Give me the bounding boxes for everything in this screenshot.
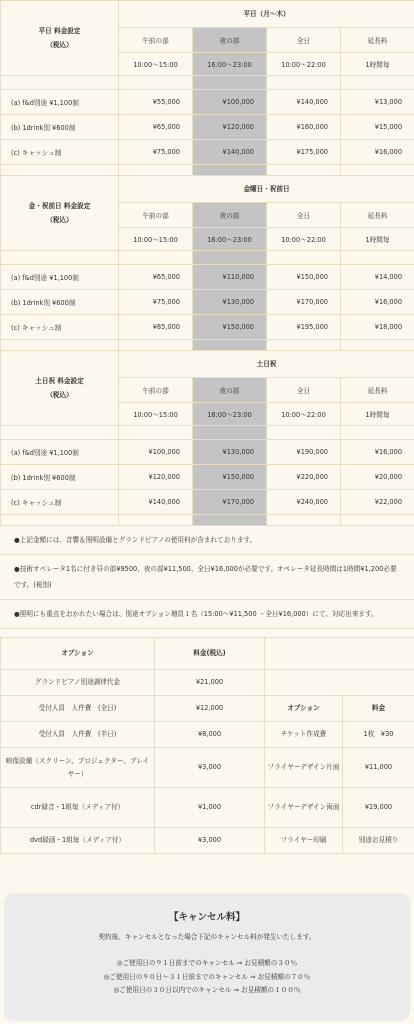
table-row xyxy=(1,265,414,290)
section-title: 金曜日・祝前日 xyxy=(119,176,414,203)
column-header: 午前の部 xyxy=(119,203,193,228)
price-cell: ¥65,000 xyxy=(119,115,193,140)
spacer-cell xyxy=(267,426,341,440)
spacer-cell xyxy=(193,76,267,90)
note-item: ●照明にも重点をおかれたい場合は、別途オプション増員１名（15:00〜¥11,500 ・全日¥16,000）にて、対応出来ます。 xyxy=(14,610,378,618)
price-header-2: 料金 xyxy=(343,696,414,722)
column-header: 夜の部 xyxy=(193,203,267,228)
spacer-cell xyxy=(119,165,193,176)
price-cell: ¥20,000 xyxy=(341,465,414,490)
rate-plan-name: (c) キャッシュ制 xyxy=(1,315,119,340)
price-cell: ¥100,000 xyxy=(193,90,267,115)
price-header: 料金(税込) xyxy=(155,638,265,670)
time-cell: 1時間毎 xyxy=(341,228,414,251)
section-title: 平日（月〜木） xyxy=(119,1,414,28)
column-header: 午前の部 xyxy=(119,28,193,53)
cancellation-box xyxy=(4,893,410,1021)
empty-cell xyxy=(265,670,414,696)
spacer-cell xyxy=(267,165,341,176)
price-cell: ¥220,000 xyxy=(267,465,341,490)
notes xyxy=(0,526,414,629)
option-name-2: フライヤーデザイン両面 xyxy=(265,788,343,828)
table-row xyxy=(1,90,414,115)
column-header: 夜の部 xyxy=(193,28,267,53)
rate-plan-name: (c) キャッシュ制 xyxy=(1,490,119,515)
spacer-cell xyxy=(119,340,193,351)
table-row xyxy=(1,440,414,465)
price-cell: ¥55,000 xyxy=(119,90,193,115)
price-cell: ¥150,000 xyxy=(267,265,341,290)
price-cell: ¥150,000 xyxy=(193,465,267,490)
spacer-cell xyxy=(1,165,119,176)
table-row xyxy=(1,315,414,340)
price-cell: ¥75,000 xyxy=(119,290,193,315)
section-label: 平日 料金設定 （税込） xyxy=(1,1,119,76)
price-cell: ¥150,000 xyxy=(193,315,267,340)
price-cell: ¥175,000 xyxy=(267,140,341,165)
time-cell: 10:00〜15:00 xyxy=(119,403,193,426)
cancellation-line: ◎ご使用日の９１日前までのキャンセル ⇒ お見積額の３０％ xyxy=(116,959,298,967)
spacer-cell xyxy=(267,515,341,526)
spacer-cell xyxy=(341,76,414,90)
option-price: ¥12,000 xyxy=(155,696,265,722)
time-cell: 10:00〜15:00 xyxy=(119,228,193,251)
spacer-cell xyxy=(267,251,341,265)
price-cell: ¥140,000 xyxy=(119,490,193,515)
spacer-cell xyxy=(1,515,119,526)
option-price: ¥8,000 xyxy=(155,722,265,748)
price-cell: ¥15,000 xyxy=(341,115,414,140)
price-cell: ¥120,000 xyxy=(119,465,193,490)
cancellation-line: ◎ご使用日の３０日以内でのキャンセル ⇒ お見積額の１００％ xyxy=(113,986,301,994)
spacer-cell xyxy=(119,515,193,526)
option-name: 受付人員 人件費 (半日) xyxy=(1,722,155,748)
option-price-2: ¥11,000 xyxy=(343,748,414,788)
empty-cell xyxy=(265,638,414,670)
option-price-2: ¥19,000 xyxy=(343,788,414,828)
time-cell: 10:00〜15:00 xyxy=(119,53,193,76)
rate-plan-name: (b) 1drink別 ¥600制 xyxy=(1,115,119,140)
time-cell: 10:00〜22:00 xyxy=(267,53,341,76)
price-cell: ¥130,000 xyxy=(193,440,267,465)
spacer-cell xyxy=(267,340,341,351)
spacer-cell xyxy=(341,426,414,440)
price-cell: ¥13,000 xyxy=(341,90,414,115)
price-cell: ¥110,000 xyxy=(193,265,267,290)
price-cell: ¥16,000 xyxy=(341,290,414,315)
spacer-cell xyxy=(341,340,414,351)
table-row xyxy=(1,290,414,315)
option-price: ¥1,000 xyxy=(155,788,265,828)
rate-plan-name: (a) f&d別途 ¥1,100制 xyxy=(1,265,119,290)
cancellation-title: 【キャンセル料】 xyxy=(168,912,245,923)
option-price: ¥21,000 xyxy=(155,670,265,696)
spacer-cell xyxy=(1,340,119,351)
option-price: ¥3,000 xyxy=(155,748,265,788)
rate-plan-name: (b) 1drink別 ¥600制 xyxy=(1,465,119,490)
price-cell: ¥160,000 xyxy=(267,115,341,140)
table-row xyxy=(1,490,414,515)
section-label: 土日祝 料金設定 （税込） xyxy=(1,351,119,426)
time-cell: 1時間毎 xyxy=(341,53,414,76)
spacer-cell xyxy=(341,165,414,176)
price-cell: ¥14,000 xyxy=(341,265,414,290)
spacer-cell xyxy=(119,426,193,440)
time-cell: 16:00〜23:00 xyxy=(193,403,267,426)
option-name-2: フライヤーデザイン片面 xyxy=(265,748,343,788)
time-cell: 16:00〜23:00 xyxy=(193,53,267,76)
table-row xyxy=(1,140,414,165)
spacer-cell xyxy=(1,251,119,265)
column-header: 午前の部 xyxy=(119,378,193,403)
price-cell: ¥170,000 xyxy=(267,290,341,315)
option-price-2: 別途お見積り xyxy=(343,828,414,854)
section-title: 土日祝 xyxy=(119,351,414,378)
price-cell: ¥22,000 xyxy=(341,490,414,515)
column-header: 延長料 xyxy=(341,378,414,403)
price-cell: ¥65,000 xyxy=(119,265,193,290)
price-cell: ¥140,000 xyxy=(267,90,341,115)
spacer-cell xyxy=(193,340,267,351)
option-name: グランドピアノ別途調律代金 xyxy=(1,670,155,696)
column-header: 延長料 xyxy=(341,28,414,53)
column-header: 全日 xyxy=(267,203,341,228)
spacer-cell xyxy=(1,426,119,440)
spacer-cell xyxy=(193,515,267,526)
column-header: 延長料 xyxy=(341,203,414,228)
price-cell: ¥75,000 xyxy=(119,140,193,165)
table-row xyxy=(1,465,414,490)
price-cell: ¥16,000 xyxy=(341,140,414,165)
note-item: ●上記金額には、音響＆照明設備とグランドピアノの使用料が含まれております。 xyxy=(0,526,414,555)
price-cell: ¥140,000 xyxy=(193,140,267,165)
option-name: dvd録画・1組毎（メディア付） xyxy=(1,828,155,854)
price-cell: ¥195,000 xyxy=(267,315,341,340)
spacer-cell xyxy=(193,251,267,265)
spacer-cell xyxy=(341,251,414,265)
price-cell: ¥100,000 xyxy=(119,440,193,465)
option-name: 映像設備（スクリーン、プロジェクター、プレイヤー） xyxy=(1,748,155,788)
price-cell: ¥170,000 xyxy=(193,490,267,515)
price-cell: ¥18,000 xyxy=(341,315,414,340)
rate-plan-name: (a) f&d別途 ¥1,100制 xyxy=(1,440,119,465)
column-header: 全日 xyxy=(267,28,341,53)
time-cell: 10:00〜22:00 xyxy=(267,228,341,251)
cancellation-line: ◎ご使用日の９０日〜３１日前までのキャンセル ⇒ お見積額の７０％ xyxy=(103,972,311,981)
spacer-cell xyxy=(119,251,193,265)
options-header: オプション xyxy=(1,638,155,670)
column-header: 全日 xyxy=(267,378,341,403)
price-cell: ¥16,000 xyxy=(341,440,414,465)
rate-plan-name: (a) f&d別途 ¥1,100制 xyxy=(1,90,119,115)
cancellation-intro: 契約後、キャンセルとなった場合下記のキャンセル料が発生いたします。 xyxy=(98,933,316,941)
option-name: cdr録音・1組毎（メディア付） xyxy=(1,788,155,828)
time-cell: 1時間毎 xyxy=(341,403,414,426)
options-header-2: オプション xyxy=(265,696,343,722)
price-cell: ¥190,000 xyxy=(267,440,341,465)
time-cell: 16:00〜23:00 xyxy=(193,228,267,251)
spacer-cell xyxy=(267,76,341,90)
section-label: 金・祝前日 料金設定 （税込） xyxy=(1,176,119,251)
time-cell: 10:00〜22:00 xyxy=(267,403,341,426)
rate-plan-name: (c) キャッシュ制 xyxy=(1,140,119,165)
option-price-2: 1枚 ¥30 xyxy=(343,722,414,748)
options-table xyxy=(0,637,414,854)
spacer-cell xyxy=(193,165,267,176)
table-row xyxy=(1,115,414,140)
price-cell: ¥240,000 xyxy=(267,490,341,515)
spacer-cell xyxy=(1,76,119,90)
option-name-2: チケット作成費 xyxy=(265,722,343,748)
spacer-cell xyxy=(119,76,193,90)
price-cell: ¥130,000 xyxy=(193,290,267,315)
price-cell: ¥120,000 xyxy=(193,115,267,140)
option-name-2: フライヤー印刷 xyxy=(265,828,343,854)
column-header: 夜の部 xyxy=(193,378,267,403)
option-price: ¥3,000 xyxy=(155,828,265,854)
option-name: 受付人員 人件費 (全日) xyxy=(1,696,155,722)
price-cell: ¥85,000 xyxy=(119,315,193,340)
spacer-cell xyxy=(193,426,267,440)
rate-plan-name: (b) 1drink別 ¥600制 xyxy=(1,290,119,315)
spacer-cell xyxy=(341,515,414,526)
note-item: ●技術オペレータ1名に付き昼の部¥9500、夜の部¥11,500、全日¥16,000が必要です。オペレータ延長時間は1時間¥1,200必要です。(税別) xyxy=(0,555,414,600)
